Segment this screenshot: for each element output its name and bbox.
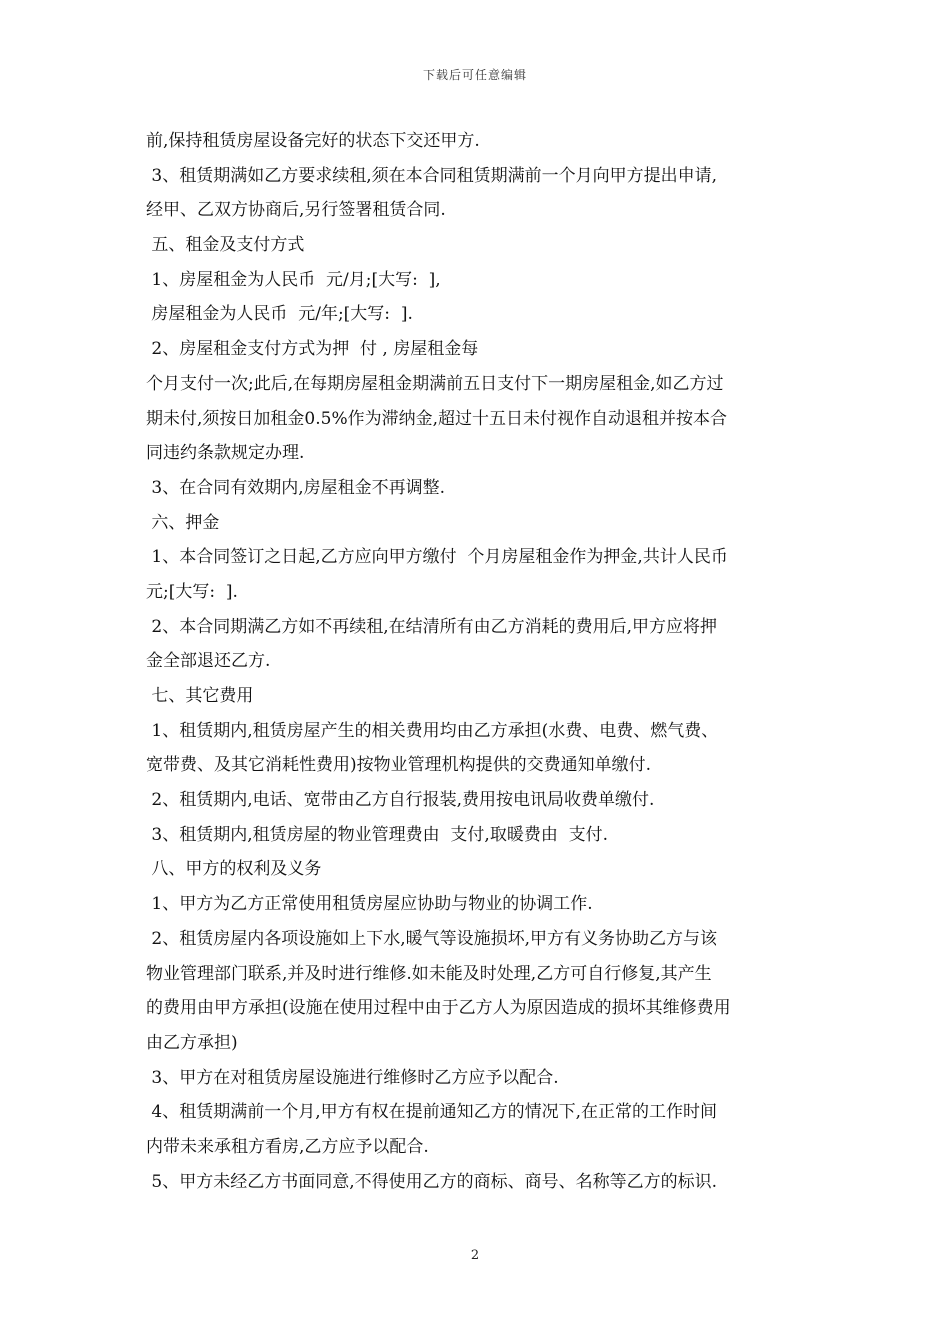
text-line: 经甲、乙双方协商后,另行签署租赁合同. [146,200,446,221]
text-line: 1、本合同签订之日起,乙方应向甲方缴付 个月房屋租金作为押金,共计人民币 [146,547,728,568]
text-line: 前,保持租赁房屋设备完好的状态下交还甲方. [146,131,480,151]
text-line: 2、本合同期满乙方如不再续租,在结清所有由乙方消耗的费用后,甲方应将押 [146,616,718,637]
text-line: 的费用由甲方承担(设施在使用过程中由于乙方人为原因造成的损坏其维修费用 [146,998,731,1019]
text-line: 2、租赁房屋内各项设施如上下水,暖气等设施损坏,甲方有义务协助乙方与该 [146,928,718,949]
text-line: 个月支付一次;此后,在每期房屋租金期满前五日支付下一期房屋租金,如乙方过 [146,373,724,394]
page-number: 2 [470,1248,480,1263]
section-heading: 五、租金及支付方式 [146,235,305,256]
section-heading: 八、甲方的权利及义务 [146,859,322,880]
text-line: 房屋租金为人民币 元/年;[大写: ]. [146,304,413,325]
text-line: 1、房屋租金为人民币 元/月;[大写: ], [146,269,441,290]
text-line: 1、租赁期内,租赁房屋产生的相关费用均由乙方承担(水费、电费、燃气费、 [146,720,719,741]
text-line: 期未付,须按日加租金0.5%作为滞纳金,超过十五日未付视作自动退租并按本合 [146,408,727,429]
page-header-note: 下载后可任意编辑 [422,68,527,82]
section-heading: 七、其它费用 [146,686,254,706]
section-heading: 六、押金 [146,512,220,533]
text-line: 2、租赁期内,电话、宽带由乙方自行报装,费用按电讯局收费单缴付. [146,790,655,811]
text-line: 4、租赁期满前一个月,甲方有权在提前通知乙方的情况下,在正常的工作时间 [146,1102,718,1123]
text-line: 2、房屋租金支付方式为押 付 , 房屋租金每 [146,339,479,360]
document-body [146,124,810,1199]
text-line: 1、甲方为乙方正常使用租赁房屋应协助与物业的协调工作. [146,894,593,915]
text-line: 宽带费、及其它消耗性费用)按物业管理机构提供的交费通知单缴付. [146,755,652,776]
text-line: 3、租赁期内,租赁房屋的物业管理费由 支付,取暖费由 支付. [146,824,609,845]
text-line: 3、租赁期满如乙方要求续租,须在本合同租赁期满前一个月向甲方提出申请, [146,165,718,186]
text-line: 5、甲方未经乙方书面同意,不得使用乙方的商标、商号、名称等乙方的标识. [146,1171,718,1192]
text-line: 3、在合同有效期内,房屋租金不再调整. [146,477,446,498]
text-line: 3、甲方在对租赁房屋设施进行维修时乙方应予以配合. [146,1067,559,1088]
text-line: 金全部退还乙方. [146,651,271,672]
text-line: 同违约条款规定办理. [146,443,305,464]
text-line: 由乙方承担) [146,1032,238,1053]
text-line: 内带未来承租方看房,乙方应予以配合. [146,1136,429,1157]
text-line: 物业管理部门联系,并及时进行维修.如未能及时处理,乙方可自行修复,其产生 [146,963,712,984]
text-line: 元;[大写: ]. [146,581,238,602]
